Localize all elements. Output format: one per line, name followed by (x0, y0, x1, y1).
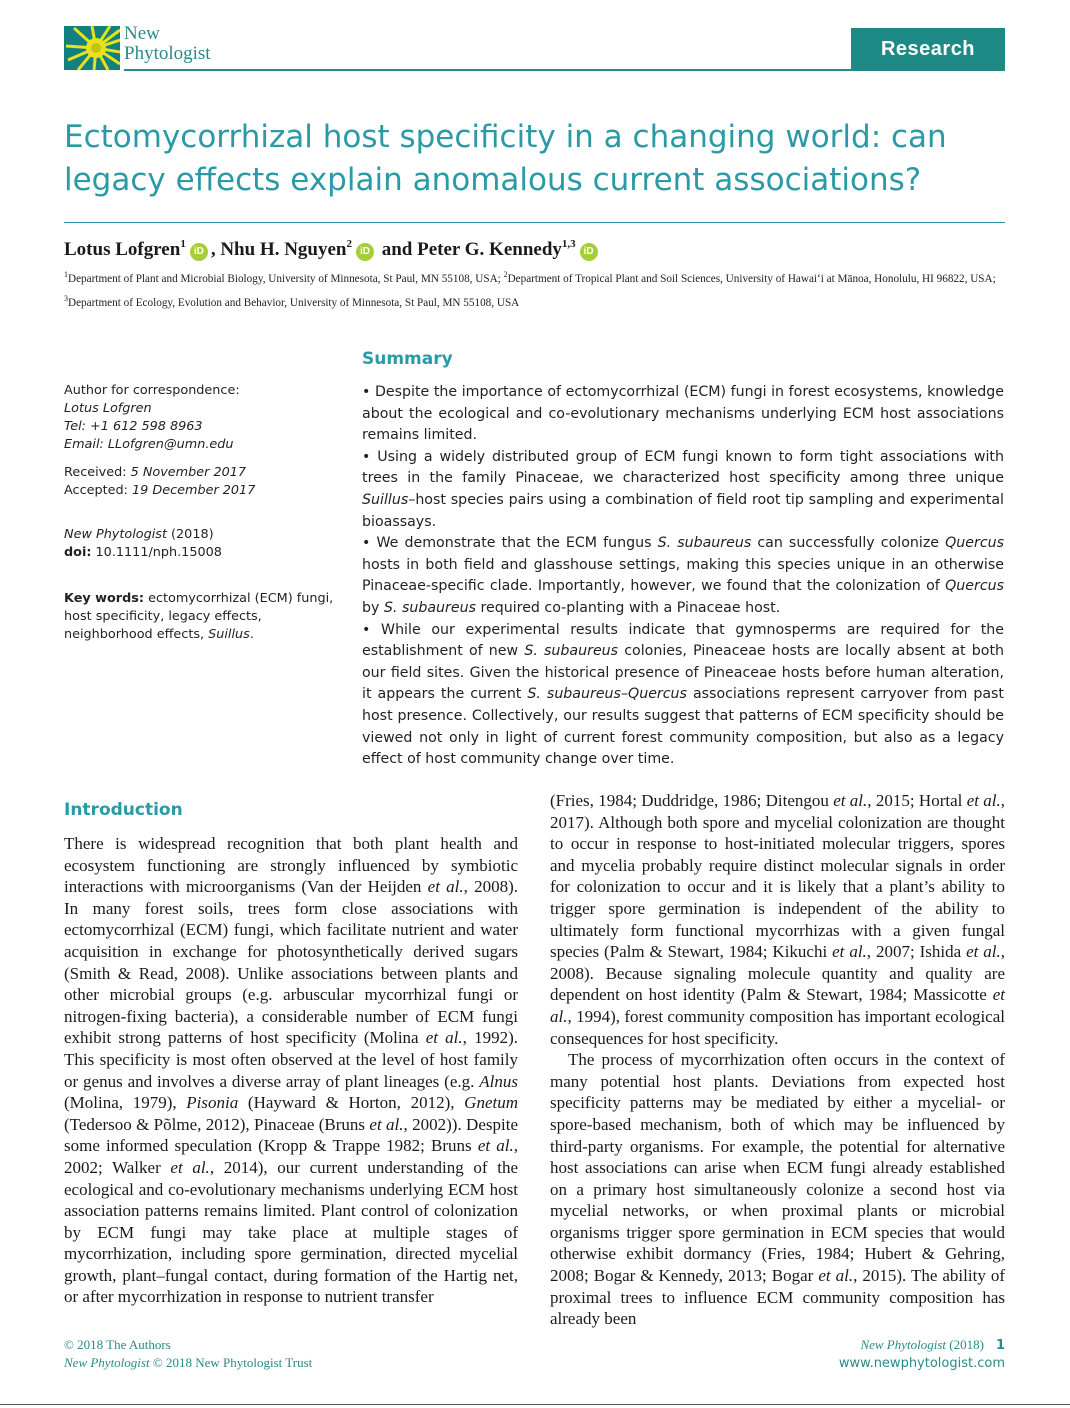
body-text: , 2007; Ishida (866, 942, 967, 962)
affiliations (64, 267, 1006, 315)
author-list (64, 236, 1004, 264)
summary-text-span: • Using a widely distributed group of ECM fungi known to form tight associations with trees in the family Pinaceae, we characterized host specificity among three unique (362, 448, 1004, 487)
intro-paragraph-1 (64, 833, 518, 1308)
page-bottom-rule (0, 1404, 1070, 1405)
summary-text-span: • We demonstrate that the ECM fungus (362, 535, 658, 552)
author-name: Nhu H. Nguyen (220, 239, 347, 260)
body-column-right (550, 790, 1005, 1330)
body-italic: et al. (477, 1136, 514, 1156)
body-text: , 2014), our current understanding of the ecological and co-evolutionary mechanisms underlying ECM host association patterns remains limited. Plant control of colonization by ECM fungi may take place at multiple stages of mycorrhization, including spore germination, directed mycelial growth, plant–fungal contact, during formation of the Hartig net, or after mycorrhization in response to nutrient transfer (64, 1157, 518, 1307)
author-affil-sup: 1 (180, 238, 186, 250)
orcid-icon[interactable]: iD (356, 243, 374, 261)
summary-italic: S. subaureus–Quercus (527, 686, 687, 703)
footer-authors-copyright: © 2018 The Authors (64, 1337, 171, 1352)
received-date: 5 November 2017 (130, 465, 247, 480)
orcid-icon[interactable]: iD (580, 243, 598, 261)
title-rule (64, 222, 1005, 223)
summary-italic: Quercus (945, 578, 1004, 595)
body-italic: et al. (966, 942, 1001, 962)
body-column-left (64, 833, 518, 1308)
summary-text-span: colonies, Pineaceae hosts are locally absent at both our field sites. Given the historical presence of Pineaceae hosts before human alteration, it appears the current (362, 643, 1005, 703)
affil-sup: 3 (64, 294, 68, 303)
author-affil-sup: 1,3 (561, 238, 576, 250)
summary-bullet-1: • Despite the importance of ectomycorrhizal (ECM) fungi in forest ecosystems, knowledge about the ecological and co-evolutionary mechanisms underlying ECM host associations remains limited. (362, 384, 1004, 444)
body-italic: et al. (966, 791, 1001, 810)
body-italic: et al. (427, 877, 464, 897)
body-italic: Alnus (479, 1071, 518, 1091)
affiliation-2: Department of Tropical Plant and Soil Sciences, University of Hawai‘i at Mānoa, Honolulu, HI 96822, USA; (507, 273, 996, 285)
orcid-icon[interactable]: iD (190, 243, 208, 261)
body-text: There is widespread recognition that both plant health and ecosystem functioning are strongly influenced by symbiotic interactions with microorganisms (Van der Heijden (64, 834, 518, 897)
footer-citation (700, 1336, 1005, 1373)
body-italic: et al. (425, 1028, 463, 1048)
body-italic: et al. (369, 1114, 404, 1134)
summary-bullet-4 (362, 620, 1004, 771)
affil-sup: 1 (64, 270, 68, 279)
page-number: 1 (995, 1338, 1005, 1353)
summary-italic: Quercus (945, 535, 1005, 552)
keywords-list: ectomycorrhizal (ECM) fungi, host specificity, legacy effects, neighborhood effects, (64, 591, 334, 642)
footer-trust: © 2018 New Phytologist Trust (149, 1355, 313, 1370)
keywords-label: Key words: (64, 591, 144, 606)
body-italic: et al. (818, 1266, 854, 1286)
footer-copyright (64, 1336, 312, 1372)
body-text: , 2017). Although both spore and mycelial colonization are thought to occur in response to host-initiated molecular triggers, spores and mycelia probably require distinct molecular signals in order for colonization to occur and it is likely that a plant’s ability to trigger spore germination is independent of the ability to ultimately form functional mycorrhizas with a given fungal species (Palm & Stewart, 1984; Kikuchi (550, 791, 1006, 962)
body-italic: et al. (550, 985, 1005, 1026)
author-name: Lotus Lofgren (64, 239, 181, 260)
footer-trust-journal: New Phytologist (64, 1355, 150, 1370)
section-tab: Research (851, 28, 1005, 71)
footer-website-link[interactable]: www.newphytologist.com (838, 1356, 1005, 1371)
body-text: , 2002; Walker (64, 1136, 519, 1177)
body-italic: et al. (170, 1157, 210, 1177)
correspondence-email[interactable]: Email: LLofgren@umn.edu (64, 437, 234, 452)
summary-text-span: can successfully colonize (751, 535, 946, 552)
citation-journal: New Phytologist (64, 527, 167, 542)
keyword-italic: Suillus (208, 627, 250, 642)
summary-text-span: associations represent carryover from past host presence. Collectively, our results suggest that patterns of ECM specificity should be viewed not only in light of current forest community composition, but also as a legacy effect of host community change over time. (362, 686, 1004, 768)
body-text: (Molina, 1979), (64, 1093, 187, 1113)
summary-text-span: required co-planting with a Pinaceae host. (475, 599, 781, 616)
summary-text-span: –host species pairs using a combination of field root tip sampling and experimental bioassays. (362, 491, 1004, 530)
journal-name (124, 24, 211, 64)
correspondence-tel: Tel: +1 612 598 8963 (64, 419, 203, 434)
summary-italic: S. subaureus (383, 599, 476, 616)
doi-label: doi: (64, 545, 92, 560)
article-title: Ectomycorrhizal host specificity in a changing world: can legacy effects explain anomalous current associations? (64, 119, 947, 198)
doi-value[interactable]: 10.1111/nph.15008 (91, 545, 222, 560)
footer-journal: New Phytologist (860, 1337, 947, 1352)
body-text: , 1992). This specificity is most often observed at the level of host family or genus and involves a diverse array of plant lineages (e.g. (64, 1028, 518, 1091)
accepted-date: 19 December 2017 (132, 483, 256, 498)
affiliation-3: Department of Ecology, Evolution and Behavior, University of Minnesota, St Paul, MN 55108, USA (68, 297, 520, 309)
intro-paragraph-1-cont (550, 790, 1005, 1049)
affiliation-1: Department of Plant and Microbial Biology, University of Minnesota, St Paul, MN 55108, USA; (68, 273, 504, 285)
body-text: , 1994), forest community composition has important ecological consequences for host specificity. (550, 1006, 1005, 1048)
body-text: , 2002)). Despite some informed speculation (Kropp & Trappe 1982; Bruns (64, 1114, 518, 1156)
keywords-end: . (249, 627, 254, 642)
author-name: Peter G. Kennedy (417, 239, 562, 260)
body-italic: et al. (833, 791, 868, 810)
author-affil-sup: 2 (346, 238, 352, 250)
journal-name-line2: Phytologist (124, 43, 211, 64)
affil-sup: 2 (503, 270, 508, 279)
summary-italic: Suillus (362, 491, 409, 508)
summary-italic: S. subaureus (524, 643, 619, 660)
body-text: , 2015; Hortal (867, 791, 967, 810)
correspondence-name: Lotus Lofgren (64, 401, 152, 416)
intro-paragraph-2 (550, 1049, 1005, 1330)
body-italic: Pisonia (186, 1093, 239, 1113)
body-text: , 2008). In many forest soils, trees form close associations with ectomycorrhizal (ECM) fungi, which facilitate nutrient and water acquisition in exchange for photosynthetically derived sugars (Smith & Read, 2008). Unlike associations between plants and other microbial groups (e.g. arbuscular mycorrhizal fungi or nitrogen-fixing bacteria), a considerable number of ECM fungi exhibit strong patterns of host specificity (Molina (64, 877, 518, 1048)
summary-text-span: by (362, 599, 384, 616)
journal-logo-icon (64, 26, 120, 70)
body-text: , 2008). Because signaling molecule quantity and quality are dependent on host identity (Palm & Stewart, 1984; Massicotte (550, 942, 1005, 1005)
body-text: , 2015). The ability of proximal trees to influence ECM community composition has already been (550, 1266, 1005, 1329)
body-text: (Hayward & Horton, 2012), (238, 1093, 465, 1113)
summary-heading: Summary (362, 349, 453, 369)
summary-bullet-3 (362, 533, 1004, 619)
body-text: The process of mycorrhization often occurs in the context of many potential host plants. Deviations from expected host specificity patterns may be mediated by either a mycelial- or spore-based mechanism, both of which may be influenced by third-party organisms. For example, the potential for alternative host associations can arise when ECM fungi already established on a primary host simultaneously colonize a second host via mycelial networks, or when proximal plants or microbial organisms trigger spore germination in ECM species that would otherwise exhibit dormancy (Fries, 1984; Hubert & Gehring, 2008; Bogar & Kennedy, 2013; Bogar (550, 1050, 1005, 1286)
summary-bullet-2 (362, 447, 1004, 533)
summary-italic: S. subaureus (657, 535, 752, 552)
article-meta (64, 382, 344, 644)
body-italic: et al. (832, 942, 867, 962)
received-label: Received: (64, 465, 131, 480)
journal-name-line1: New (124, 23, 160, 44)
summary-text-span: hosts in both field and glasshouse settings, making this species unique in an otherwise Pinaceae-specific clade. Importantly, however, we found that the colonization of (362, 556, 1004, 595)
body-italic: Gnetum (464, 1093, 518, 1113)
correspondence-label: Author for correspondence: (64, 383, 240, 398)
summary-text-span: • While our experimental results indicate that gymnosperms are required for the establishment of new (362, 621, 1004, 660)
body-text: (Fries, 1984; Duddridge, 1986; Ditengou (550, 791, 834, 810)
accepted-label: Accepted: (64, 483, 132, 498)
citation-year: (2018) (166, 527, 214, 542)
author-separator: and (376, 239, 418, 260)
introduction-heading: Introduction (64, 800, 183, 820)
summary-text (362, 382, 1004, 771)
footer-year: (2018) (946, 1337, 984, 1352)
body-text: (Tedersoo & Põlme, 2012), Pinaceae (Bruns (64, 1114, 370, 1134)
author-separator: , (210, 239, 221, 260)
